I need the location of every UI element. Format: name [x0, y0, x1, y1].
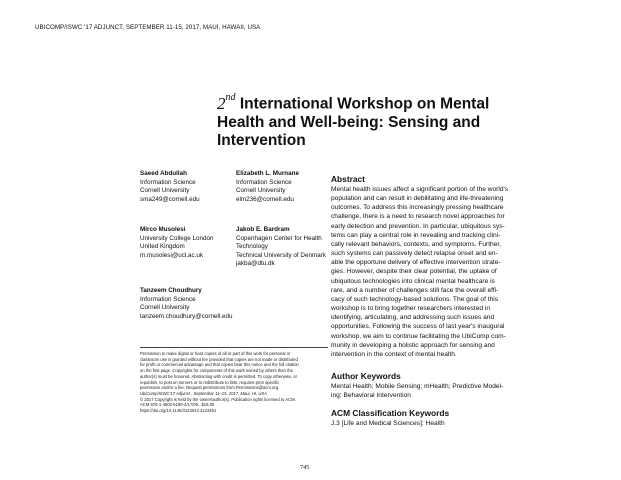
permission-line: classroom use is granted without fee provided that copies are not made or distributed: [140, 356, 298, 362]
author-affiliation: Cornell University: [140, 304, 190, 312]
keywords-heading: Author Keywords: [331, 371, 401, 381]
ordinal-number: 2: [217, 93, 226, 113]
author-affiliation: Information Science: [236, 178, 292, 186]
classification-heading: ACM Classification Keywords: [331, 408, 450, 418]
abstract-line: challenge, there is a need to research novel approaches for: [331, 213, 505, 221]
author-email: elm236@cornell.edu: [236, 195, 294, 203]
title-line-3: Intervention: [217, 131, 306, 149]
title-line-1: [217, 91, 547, 114]
abstract-line: tems can play a central role in revealing and tracking clini-: [331, 231, 501, 239]
author-name: Jakob E. Bardram: [236, 226, 290, 233]
author-email: sma249@cornell.edu: [140, 195, 200, 203]
permission-line: republish, to post on servers or to redistribute to lists, requires prior specific: [140, 379, 280, 385]
abstract-line: opportunities. Following the success of last year's inaugural: [331, 323, 505, 331]
title-text-1: International Workshop on Mental: [239, 95, 490, 113]
footnote-rule: [140, 347, 328, 348]
permission-line: author(s) must be honored. Abstracting with credit is permitted. To copy otherwise, or: [140, 373, 298, 379]
author-affiliation: United Kingdom: [140, 243, 185, 251]
author-affiliation: Cornell University: [140, 187, 190, 195]
abstract-body: [331, 185, 551, 359]
abstract-line: cally relevant behaviors, contexts, and symptoms. Further,: [331, 240, 502, 248]
permission-notice: [140, 351, 330, 414]
author-name: Elizabeth L. Murnane: [236, 170, 299, 177]
author-name: Saeed Abdullah: [140, 170, 188, 177]
abstract-line: gies. However, despite their clear potential, the uptake of: [331, 268, 497, 276]
author-affiliation: Cornell University: [236, 187, 286, 195]
keywords-body: [331, 382, 551, 400]
author-affiliation: Technical University of Denmark: [236, 251, 326, 259]
permission-line: Permission to make digital or hard copies of all or part of this work for personal or: [140, 351, 291, 356]
author-block: [140, 170, 200, 204]
doi-link[interactable]: https://doi.org/10.1145/3123024.3124461: [140, 408, 217, 414]
abstract-line: population and can result in debilitating and life-threatening: [331, 195, 504, 203]
abstract-line: early detection and prevention. In particular, ubiquitous sys-: [331, 222, 505, 230]
abstract-line: outcomes. To address this increasingly pressing healthcare: [331, 204, 504, 212]
author-affiliation: Information Science: [140, 295, 196, 303]
author-name: Mirco Musolesi: [140, 226, 186, 233]
abstract-line: cacy of such technology-based solutions. The goal of this: [331, 295, 499, 303]
author-affiliation: University College London: [140, 234, 214, 242]
author-affiliation: Copenhagen Center for Health: [236, 234, 322, 242]
author-affiliation: Technology: [236, 243, 268, 251]
permission-line: for profit or commercial advantage and that copies bear this notice and the full citation: [140, 362, 299, 368]
author-email: jakba@dtu.dk: [236, 260, 275, 268]
running-head: UBICOMP/ISWC '17 ADJUNCT, SEPTEMBER 11-15, 2017, MAUI, HAWAII, USA: [35, 24, 261, 31]
abstract-line: Mental health issues affect a significant portion of the world's: [331, 186, 509, 193]
keywords-line: ing; Behavioral Intervention: [331, 392, 411, 400]
title-line-2: Health and Well-being: Sensing and: [217, 113, 481, 131]
abstract-line: workshop, we aim to continue facilitating the UbiComp com-: [331, 332, 506, 340]
author-email: m.musolesi@ucl.ac.uk: [140, 251, 204, 259]
abstract-line: munity in developing a holistic approach for sensing and: [331, 341, 495, 349]
permission-line: ACM 978-1-4503-5190-4/17/09...$15.00: [140, 402, 215, 408]
keywords-line: Mental Health; Mobile Sensing; mHealth; Predictive Model-: [331, 383, 504, 390]
permission-line: © 2017 Copyright is held by the owner/author(s). Publication rights licensed to ACM.: [140, 396, 296, 402]
abstract-line: rare, and a number of challenges still face the overall effi-: [331, 286, 499, 294]
permission-line: UbiComp/ISWC'17 Adjunct , September 11–15, 2017, Maui, HI, USA: [140, 390, 267, 396]
author-affiliation: Information Science: [140, 178, 196, 186]
paper-title: [217, 91, 547, 150]
title-ordinal: [217, 94, 236, 113]
abstract-line: ubiquitous technologies into clinical mental healthcare is: [331, 277, 495, 285]
author-block: [236, 226, 326, 269]
author-block: [140, 226, 214, 260]
page-number: 745: [300, 464, 310, 471]
author-block: [236, 170, 299, 204]
author-name: Tanzeem Choudhury: [140, 287, 202, 294]
abstract-line: intervention in the context of mental health.: [331, 350, 457, 358]
classification-line: J.3 [Life and Medical Sciences]: Health: [331, 420, 445, 427]
abstract-line: able the opportune delivery of effective intervention strate-: [331, 259, 501, 267]
abstract-line: identifying, articulating, and addressing such issues and: [331, 314, 495, 322]
classification-body: [331, 419, 551, 428]
abstract-line: such systems can passively detect relapse onset and en-: [331, 250, 498, 258]
abstract-heading: Abstract: [331, 174, 365, 184]
abstract-line: workshop is to bring together researchers interested in: [331, 305, 491, 313]
permission-line: permission and/or a fee. Request permissions from Permissions@acm.org.: [140, 385, 280, 391]
author-block: [140, 287, 233, 321]
ordinal-suffix: nd: [225, 92, 236, 103]
author-email: tanzeem.choudhury@cornell.edu: [140, 312, 233, 320]
permission-line: on the first page. Copyrights for components of this work owned by others than the: [140, 368, 293, 374]
